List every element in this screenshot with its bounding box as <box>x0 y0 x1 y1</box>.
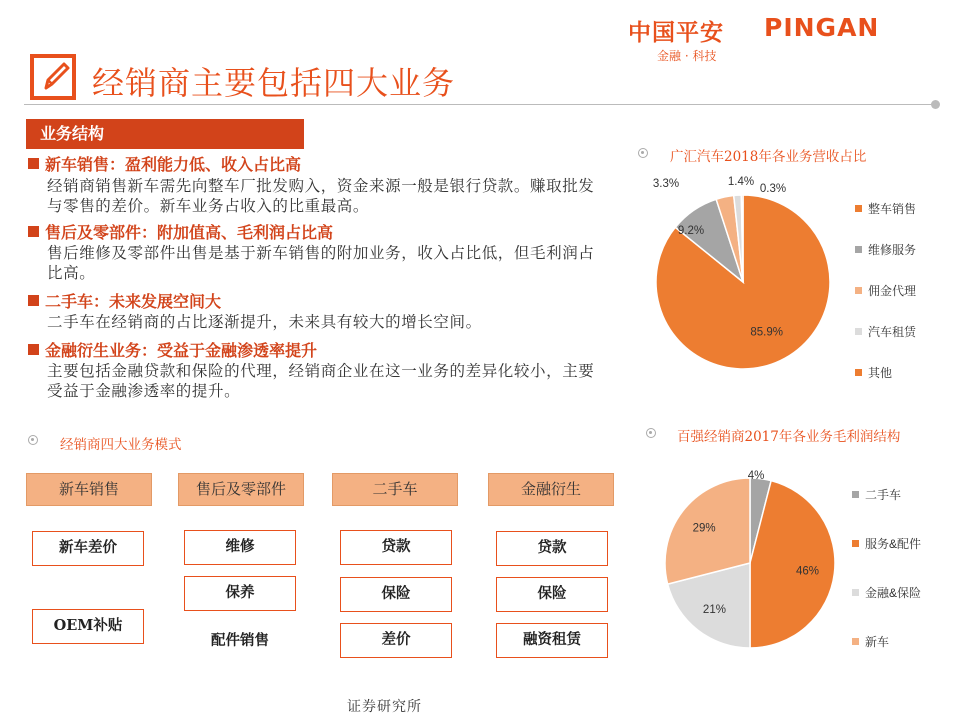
legend-swatch <box>852 540 859 547</box>
chart1-data-label-1: 9.2% <box>677 225 705 237</box>
chart1-data-label-3: 1.4% <box>727 176 755 188</box>
legend-swatch <box>855 369 862 376</box>
section-title-finance: 金融衍生业务：受益于金融渗透率提升 <box>28 338 317 361</box>
chart1-data-label-2: 3.3% <box>652 178 680 190</box>
section-body-aftersales: 售后维修及零部件出售是基于新车销售的附加业务，收入占比低，但毛利润占比高。 <box>47 244 595 282</box>
legend-swatch <box>855 246 862 253</box>
legend-label: 服务&配件 <box>865 537 922 551</box>
title-divider <box>24 104 936 105</box>
category-new-car: 新车销售 <box>26 473 152 506</box>
chart2-legend-item <box>852 535 921 584</box>
legend-label: 佣金代理 <box>868 284 917 298</box>
legend-swatch <box>855 287 862 294</box>
section-body-new-car: 经销商销售新车需先向整车厂批发购入，资金来源一般是银行贷款。赚取批发与零售的差价。新车业务占收入的比重最高。 <box>47 177 595 215</box>
page-title: 经销商主要包括四大业务 <box>92 64 456 102</box>
chart2-legend-item <box>852 486 921 535</box>
chart1-legend-item <box>855 241 916 282</box>
item-maintenance: 保养 <box>184 576 296 611</box>
divider-dot <box>931 100 940 109</box>
section-body-finance: 主要包括金融贷款和保险的代理，经销商企业在这一业务的差异化较小，主要受益于金融渗透率的提升。 <box>47 362 595 400</box>
legend-label: 二手车 <box>865 488 902 502</box>
item-oem-subsidy: OEM补贴 <box>32 609 144 644</box>
category-finance: 金融衍生 <box>488 473 614 506</box>
item-used-margin: 差价 <box>340 623 452 658</box>
item-parts-sales: 配件销售 <box>211 632 269 649</box>
logo-english: PINGAN <box>764 13 880 42</box>
bullet-square-icon <box>28 158 39 169</box>
chart1-pie <box>640 168 845 378</box>
chart1-data-label-0: 85.9% <box>750 326 784 339</box>
legend-swatch <box>855 328 862 335</box>
bullet-square-icon <box>28 295 39 306</box>
item-finance-insurance: 保险 <box>496 577 608 612</box>
chart2-data-label-0: 4% <box>747 470 765 482</box>
bullet-square-icon <box>28 226 39 237</box>
legend-label: 整车销售 <box>868 202 917 216</box>
section-body-used-car: 二手车在经销商的占比逐渐提升，未来具有较大的增长空间。 <box>47 313 482 331</box>
chart1-legend-item <box>855 282 916 323</box>
logo-tagline: 金融 · 科技 <box>657 49 717 63</box>
footer-source: 证券研究所 <box>347 699 422 715</box>
item-finance-loan: 贷款 <box>496 531 608 566</box>
legend-swatch <box>852 491 859 498</box>
section-title-aftersales: 售后及零部件：附加值高、毛利润占比高 <box>28 220 333 243</box>
chart2-data-label-3: 29% <box>692 522 716 535</box>
category-used-car: 二手车 <box>332 473 458 506</box>
target-icon <box>28 435 38 445</box>
logo-chinese: 中国平安 <box>628 20 724 46</box>
legend-label: 汽车租赁 <box>868 325 917 339</box>
pencil-icon <box>30 54 76 100</box>
legend-label: 金融&保险 <box>865 586 922 600</box>
chart2-pie <box>655 462 845 657</box>
section-title-new-car: 新车销售：盈利能力低、收入占比高 <box>28 152 301 175</box>
item-new-car-margin: 新车差价 <box>32 531 144 566</box>
chart2-legend-item <box>852 584 921 633</box>
chart2-legend <box>852 486 921 682</box>
target-icon <box>646 428 656 438</box>
legend-swatch <box>855 205 862 212</box>
diagram-heading: 经销商四大业务模式 <box>60 437 182 453</box>
item-repair: 维修 <box>184 530 296 565</box>
legend-label: 其他 <box>868 366 893 380</box>
target-icon <box>638 148 648 158</box>
structure-heading: 业务结构 <box>26 119 304 149</box>
legend-label: 新车 <box>865 635 890 649</box>
section-title-used-car: 二手车：未来发展空间大 <box>28 289 221 312</box>
legend-swatch <box>852 638 859 645</box>
legend-swatch <box>852 589 859 596</box>
chart2-data-label-2: 21% <box>702 603 726 616</box>
chart1-legend-item <box>855 364 916 405</box>
item-used-loan: 贷款 <box>340 530 452 565</box>
chart1-title: 广汇汽车2018年各业务营收占比 <box>670 149 867 165</box>
chart2-title: 百强经销商2017年各业务毛利润结构 <box>677 429 901 445</box>
chart2-data-label-1: 46% <box>796 565 820 578</box>
chart1-legend-item <box>855 200 916 241</box>
chart1-legend <box>855 200 916 405</box>
item-finance-leasing: 融资租赁 <box>496 623 608 658</box>
category-aftersales: 售后及零部件 <box>178 473 304 506</box>
bullet-square-icon <box>28 344 39 355</box>
chart2-legend-item <box>852 633 921 682</box>
item-used-insurance: 保险 <box>340 577 452 612</box>
chart1-data-label-4: 0.3% <box>759 183 787 195</box>
chart1-legend-item <box>855 323 916 364</box>
legend-label: 维修服务 <box>868 243 917 257</box>
